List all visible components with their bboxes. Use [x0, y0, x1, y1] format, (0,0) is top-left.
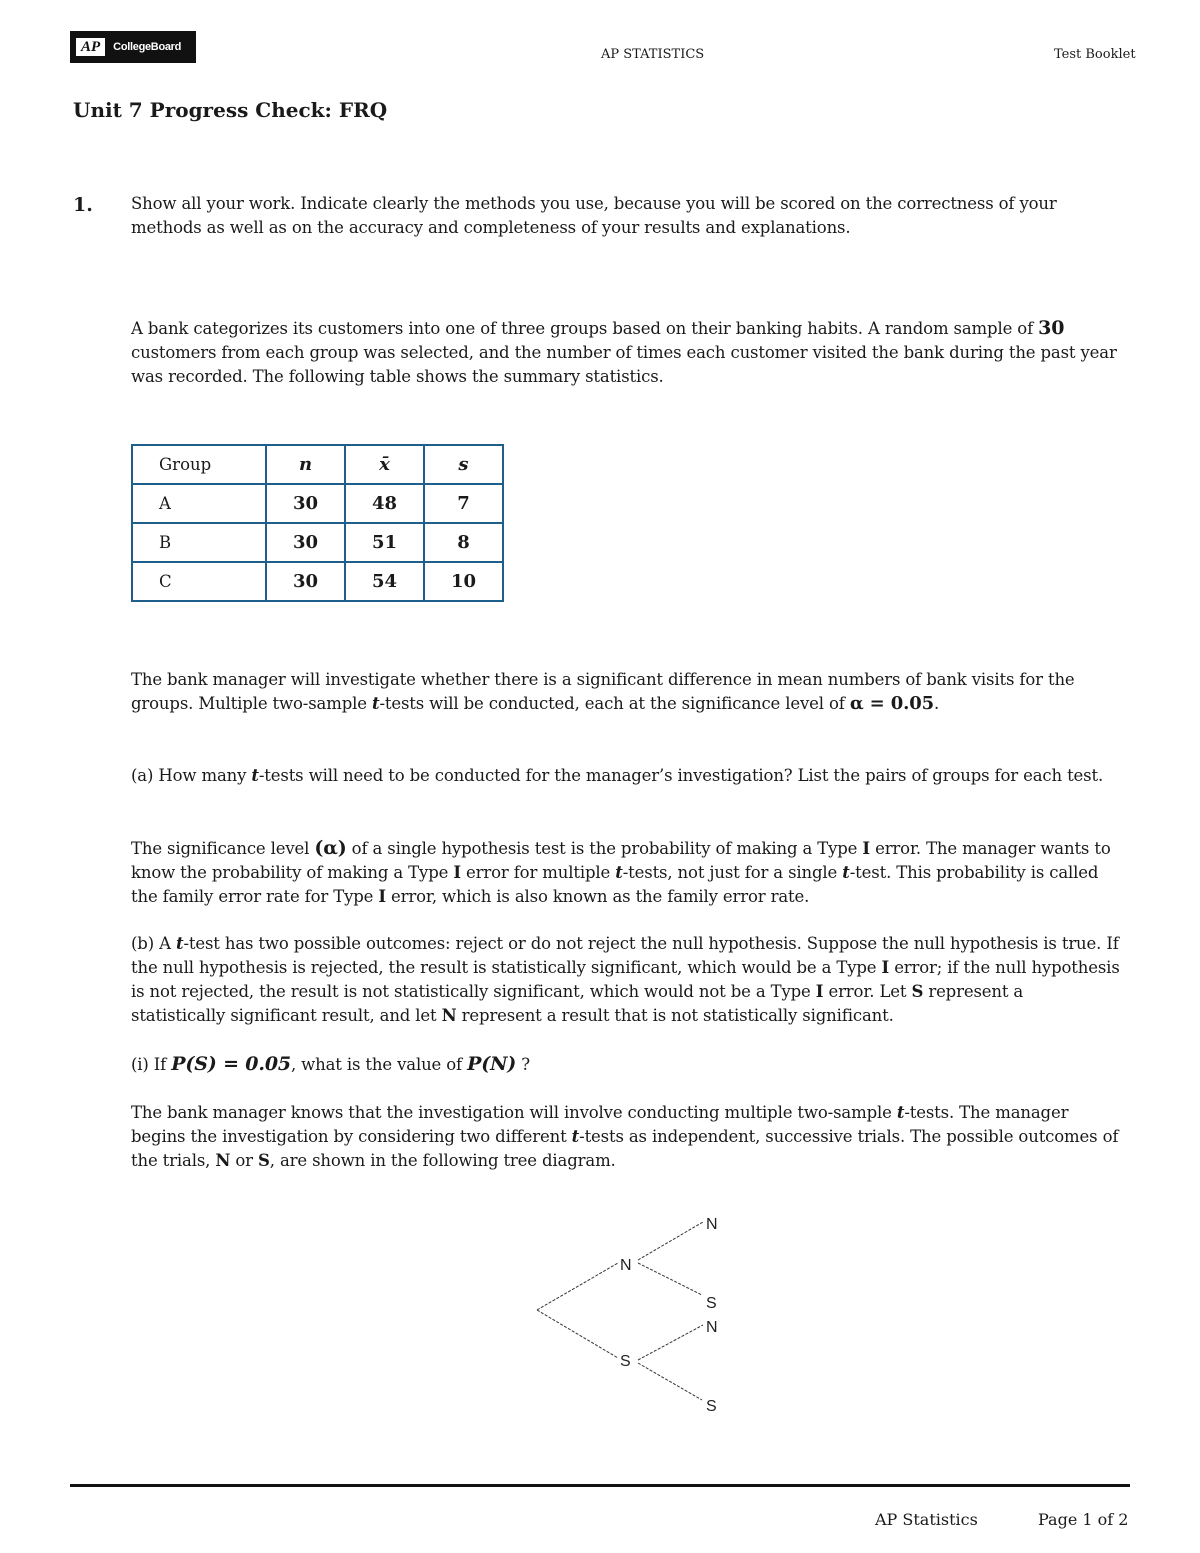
- tree-intro-paragraph: The bank manager knows that the investigation will involve conducting multiple two-sample t-tests. The manager begins the investigation by considering two different t-tests as independent, successive trials. The possible outcomes of the trials, N or S, are shown in the following tree diagram.: [131, 1103, 1119, 1170]
- intro-paragraph: A bank categorizes its customers into one of three groups based on their banking habits. A random sample of 30 customers from each group was selected, and the number of times each customer visited the bank during the past year was recorded. The following table shows the summary statistics.: [131, 317, 1117, 386]
- table-header-cell: n: [266, 445, 345, 484]
- table-header-row: [132, 445, 503, 484]
- page-title: Unit 7 Progress Check: FRQ: [73, 98, 388, 122]
- tree-leaf-label: N: [706, 1216, 718, 1233]
- table-cell: 51: [345, 523, 424, 562]
- table-header-cell: s: [424, 445, 503, 484]
- tree-node-label: S: [620, 1353, 631, 1370]
- tree-node-label: N: [620, 1257, 632, 1274]
- table-cell: A: [132, 484, 266, 523]
- table-cell: C: [132, 562, 266, 601]
- instructions-paragraph: Show all your work. Indicate clearly the methods you use, because you will be scored on the correctness of your methods as well as on the accuracy and completeness of your results and explanations.: [131, 194, 1057, 237]
- tree-leaf-label: N: [706, 1319, 718, 1336]
- tree-branch: [638, 1222, 703, 1260]
- part-a-question: (a) How many t-tests will need to be conducted for the manager’s investigation? List the pairs of groups for each test.: [131, 766, 1104, 785]
- logo-ap-text: AP: [76, 38, 105, 56]
- tree-branch: [537, 1310, 618, 1358]
- tree-branch: [638, 1263, 702, 1295]
- table-cell: 30: [266, 523, 345, 562]
- ap-collegeboard-logo: [70, 31, 196, 63]
- tree-leaf-label: S: [706, 1398, 717, 1415]
- part-b-paragraph: (b) A t-test has two possible outcomes: reject or do not reject the null hypothesis. Suppose the null hypothesis is true. If the null hypothesis is rejected, the result is statistically significant, which would be a Type I error; if the null hypothesis is not rejected, the result is not statistically significant, which would not be a Type I error. Let S represent a statistically significant result, and let N represent a result that is not statistically significant.: [131, 934, 1120, 1025]
- summary-statistics-table: [131, 444, 504, 602]
- question-number: 1.: [73, 194, 93, 216]
- table-cell: 54: [345, 562, 424, 601]
- table-cell: 30: [266, 484, 345, 523]
- table-cell: 30: [266, 562, 345, 601]
- tree-branch: [537, 1263, 618, 1310]
- header-title: AP STATISTICS: [601, 47, 705, 62]
- table-row: [132, 523, 503, 562]
- tree-branch: [638, 1325, 703, 1360]
- table-cell: 8: [424, 523, 503, 562]
- manager-paragraph: The bank manager will investigate whether there is a significant difference in mean numbers of bank visits for the groups. Multiple two-sample t-tests will be conducted, each at the significance level of α = 0.05.: [131, 670, 1075, 714]
- footer-course: AP Statistics: [875, 1510, 978, 1529]
- tree-branch: [638, 1363, 702, 1400]
- tree-diagram: [530, 1205, 730, 1415]
- footer-divider: [70, 1484, 1130, 1487]
- family-error-paragraph: The significance level (α) of a single hypothesis test is the probability of making a Type I error. The manager wants to know the probability of making a Type I error for multiple t-tests, not just for a single t-test. This probability is called the family error rate for Type I error, which is also known as the family error rate.: [131, 837, 1111, 906]
- tree-leaf-label: S: [706, 1295, 717, 1312]
- table-row: [132, 562, 503, 601]
- table-cell: 10: [424, 562, 503, 601]
- part-b-i-question: (i) If P(S) = 0.05, what is the value of P(N) ?: [131, 1053, 530, 1075]
- table-header-cell: x̄: [345, 445, 424, 484]
- table-header-cell: Group: [132, 445, 266, 484]
- logo-collegeboard-text: CollegeBoard: [113, 41, 182, 53]
- table-row: [132, 484, 503, 523]
- table-cell: B: [132, 523, 266, 562]
- header-right: Test Booklet: [1054, 47, 1136, 62]
- footer-page-number: Page 1 of 2: [1038, 1510, 1129, 1529]
- table-cell: 7: [424, 484, 503, 523]
- table-cell: 48: [345, 484, 424, 523]
